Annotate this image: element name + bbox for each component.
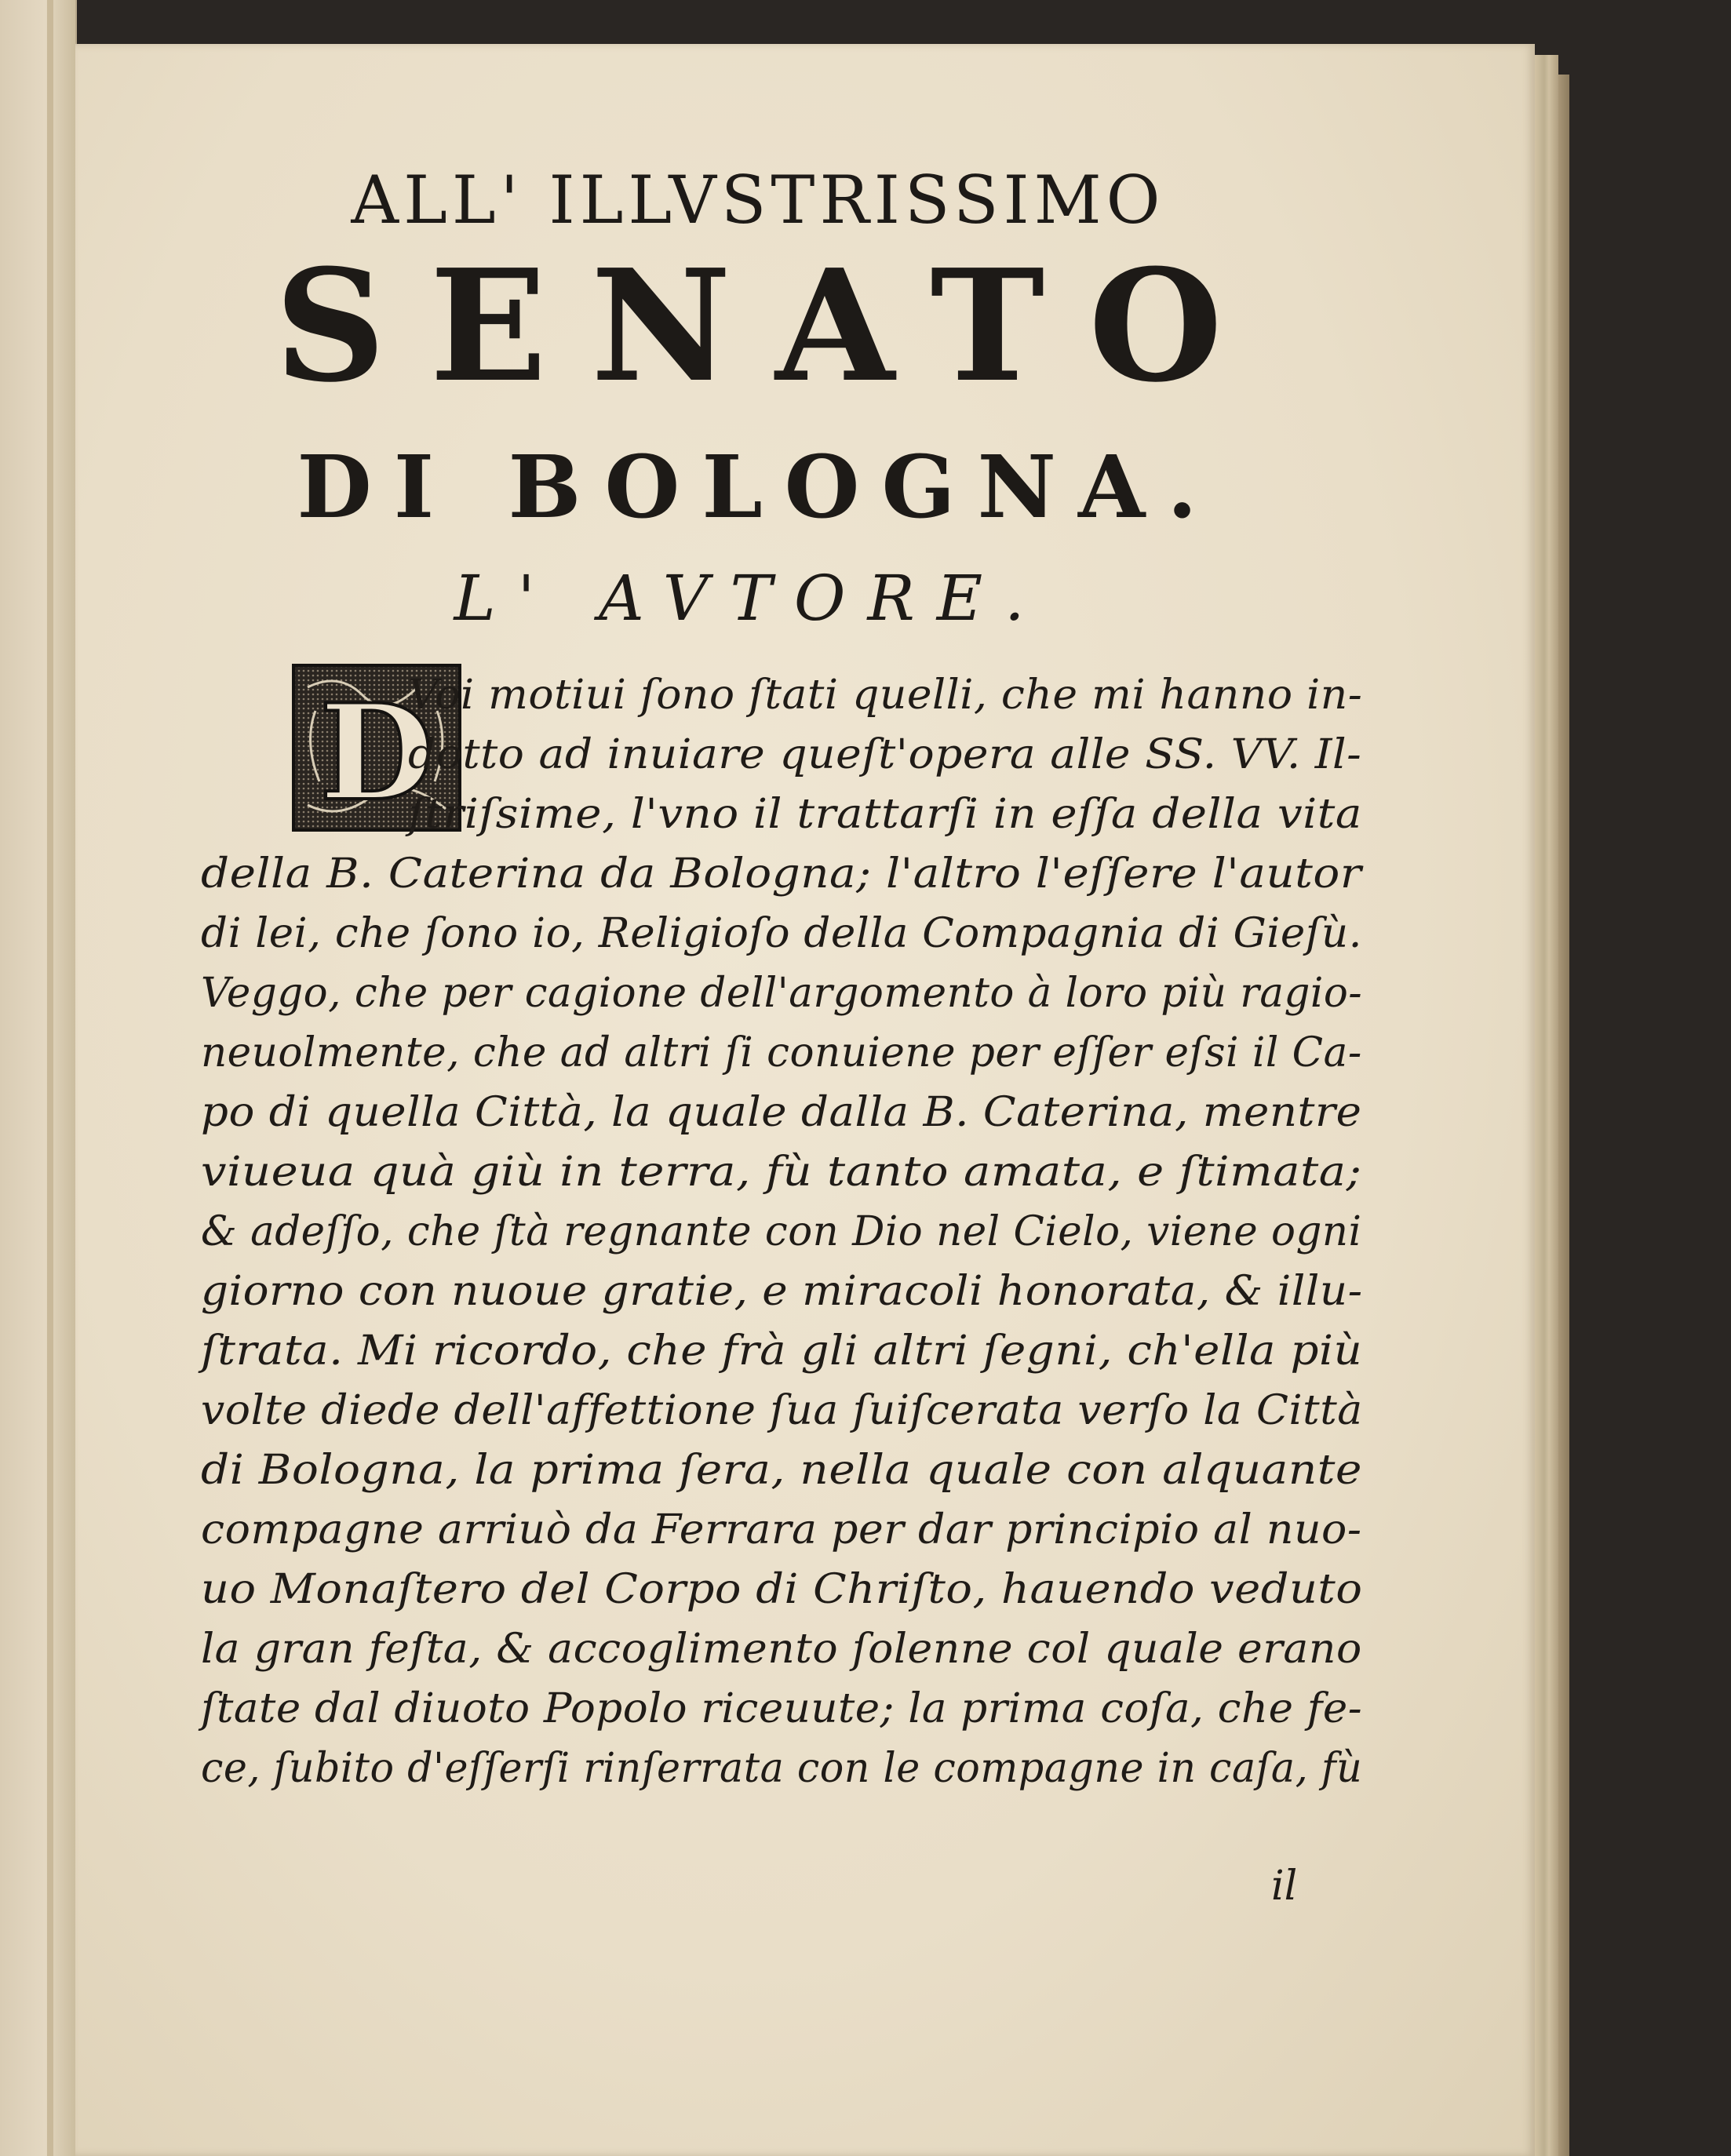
heading-line-3: DI BOLOGNA.: [297, 436, 1219, 537]
heading-line-4: L' AVTORE.: [454, 562, 1047, 635]
heading-line-2: SENATO: [274, 236, 1267, 417]
page-block-shadow: [1558, 75, 1569, 2156]
body-line-12: ſtrata. Mi ricordo, che frà gli altri ſegni, ch'ella più: [201, 1327, 1363, 1375]
page-block-edge: [1535, 55, 1558, 2156]
body-line-14: di Bologna, la prima ſera, nella quale con alquante: [201, 1447, 1362, 1494]
gutter-shadow: [47, 0, 53, 2156]
body-line-17: la gran feſta, & accoglimento ſolenne col quale erano: [201, 1626, 1362, 1673]
body-line-10: & adeſſo, che ſtà regnante con Dio nel Cielo, viene ogni: [201, 1208, 1362, 1255]
body-line-9: viueua quà giù in terra, fù tanto amata, e ſtimata;: [201, 1149, 1362, 1196]
body-line-8: po di quella Città, la quale dalla B. Caterina, mentre: [201, 1089, 1362, 1136]
catchword: il: [1271, 1863, 1298, 1910]
body-line-16: uo Monaſtero del Corpo di Chriſto, hauendo veduto: [201, 1566, 1363, 1613]
body-line-15: compagne arriuò da Ferrara per dar principio al nuo-: [201, 1506, 1362, 1553]
body-line-13: volte diede dell'affettione ſua ſuiſcerata verſo la Città: [201, 1387, 1363, 1434]
body-line-1: Voi motiui ſono ſtati quelli, che mi hanno in-: [408, 672, 1363, 719]
body-line-18: ſtate dal diuoto Popolo riceuute; la prima coſa, che fe-: [201, 1685, 1363, 1732]
svg-text:D: D: [319, 675, 434, 830]
body-line-19: ce, ſubito d'eſſerſi rinſerrata con le compagne in caſa, fù: [201, 1745, 1363, 1792]
body-line-3: ſtriſsime, l'vno il trattarſi in eſſa della vita: [408, 791, 1362, 838]
facing-page-edge: [0, 0, 77, 2156]
page: [75, 44, 1535, 2156]
body-line-2: dotto ad inuiare queſt'opera alle SS. VV. Il-: [408, 731, 1362, 778]
body-line-7: neuolmente, che ad altri ſi conuiene per eſſer eſsi il Ca-: [201, 1029, 1362, 1076]
body-line-4: della B. Caterina da Bologna; l'altro l'eſſere l'autor: [201, 850, 1362, 898]
body-line-5: di lei, che ſono io, Religioſo della Compagnia di Gieſù.: [201, 910, 1362, 957]
body-line-6: Veggo, che per cagione dell'argomento à loro più ragio-: [201, 970, 1363, 1017]
heading-line-1: ALL' ILLVSTRISSIMO: [351, 162, 1165, 239]
body-line-11: giorno con nuoue gratie, e miracoli honorata, & illu-: [201, 1268, 1363, 1315]
